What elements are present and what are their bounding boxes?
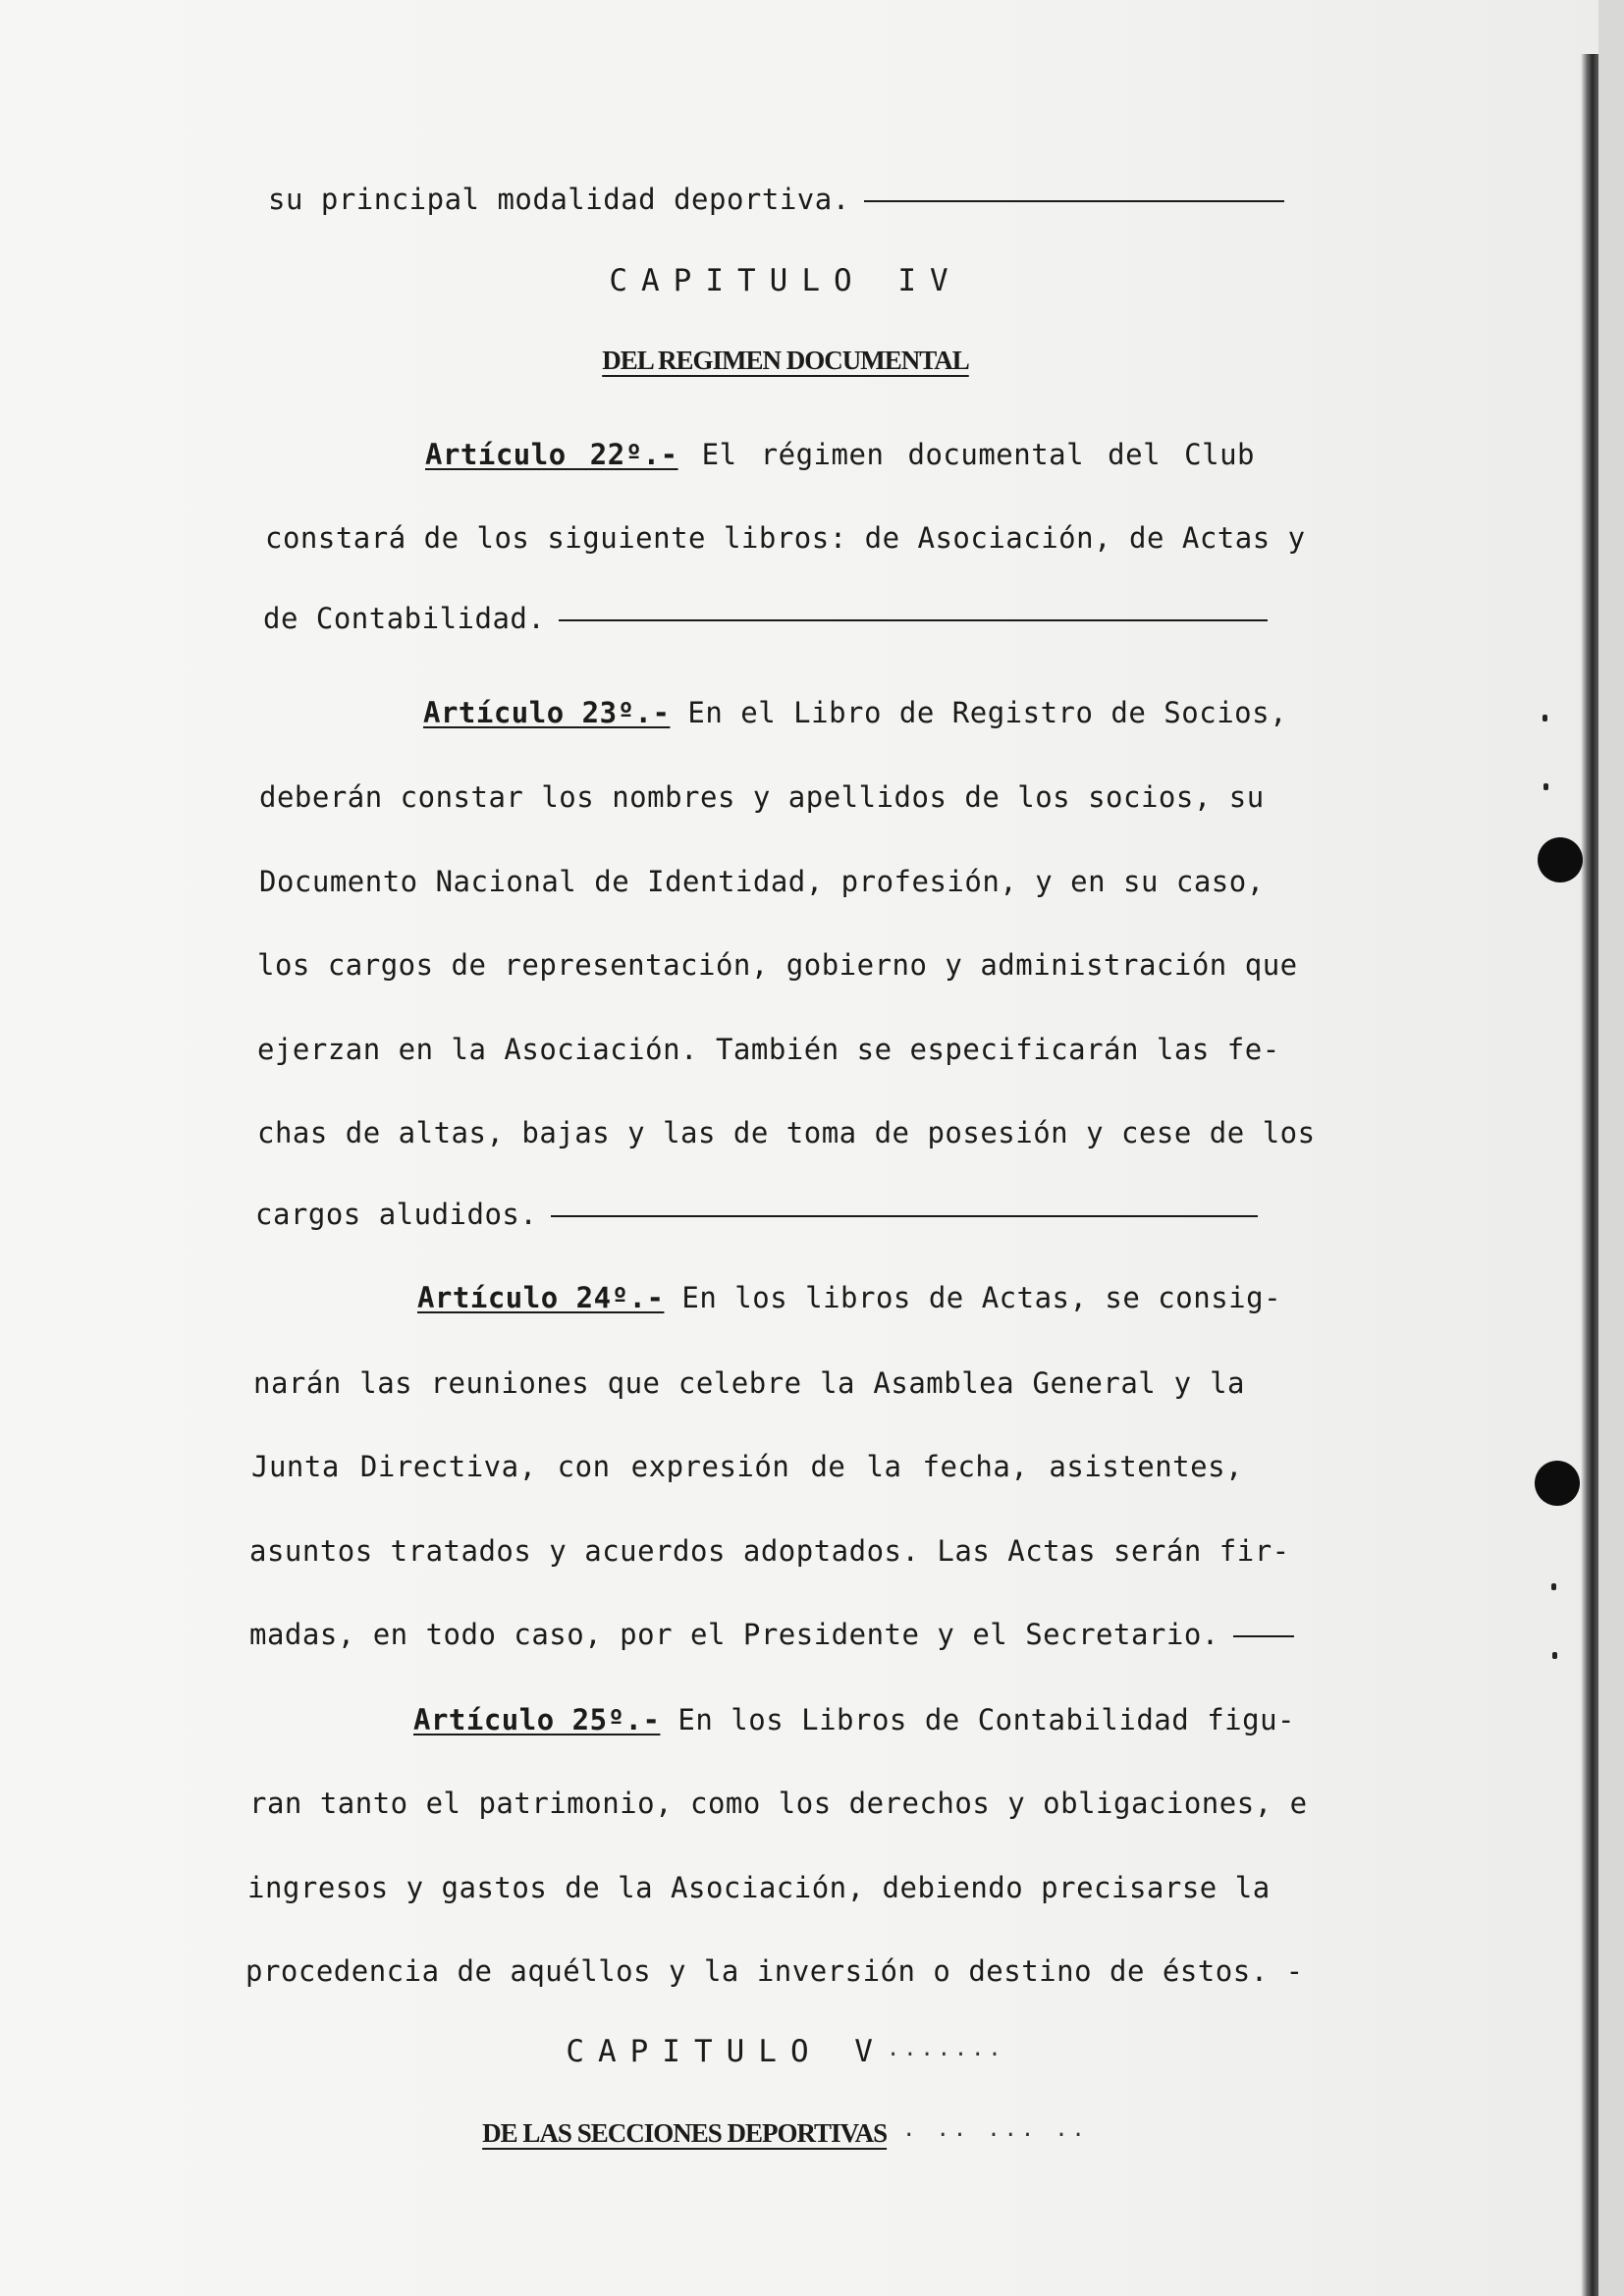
art23-line-2: deberán constar los nombres y apellidos de los socios, su: [259, 780, 1265, 814]
art23-label: Artículo 23º.-: [423, 696, 671, 729]
art25-label: Artículo 25º.-: [413, 1703, 661, 1736]
chapter-v-title: CAPITULO V: [566, 2034, 887, 2069]
art25-text-1: En los Libros de Contabilidad figu-: [677, 1703, 1295, 1736]
scan-speck: [1551, 1583, 1556, 1590]
art23-line-5: ejerzan en la Asociación. También se especificarán las fe-: [257, 1033, 1280, 1066]
art22-line-1: [425, 435, 1255, 474]
continuation-line: [268, 180, 1284, 219]
art22-line-2: constará de los siguiente libros: de Asociación, de Actas y: [265, 521, 1306, 555]
page-edge-shadow: [1581, 54, 1598, 2296]
fill-dash: [559, 619, 1268, 621]
art24-line-4: asuntos tratados y acuerdos adoptados. Las Actas serán fir-: [249, 1534, 1290, 1568]
art24-line-1: [417, 1278, 1282, 1317]
art23-line-4: los cargos de representación, gobierno y administración que: [257, 948, 1298, 982]
art23-text-1: En el Libro de Registro de Socios,: [687, 696, 1288, 729]
art25-line-3: ingresos y gastos de la Asociación, debiendo precisarse la: [247, 1871, 1271, 1904]
chapter-iv-heading-wrap: [245, 346, 1326, 376]
art23-line-1: [423, 693, 1288, 732]
chapter-iv-title: CAPITULO IV: [609, 263, 962, 298]
punch-hole-bottom: [1535, 1461, 1580, 1506]
art24-label: Artículo 24º.-: [417, 1281, 665, 1314]
art23-line-7: [255, 1195, 1258, 1234]
fill-dash: [1233, 1635, 1294, 1637]
chapter-v-heading-wrap: [245, 2118, 1326, 2149]
art22-text-1: El régimen documental del Club: [701, 438, 1255, 471]
art25-line-4: procedencia de aquéllos y la inversión o destino de éstos. -: [245, 1954, 1304, 1988]
chapter-v-heading: DE LAS SECCIONES DEPORTIVAS: [482, 2118, 888, 2148]
chapter-iv-heading: DEL REGIMEN DOCUMENTAL: [602, 346, 969, 375]
art23-text-7: cargos aludidos.: [255, 1198, 538, 1231]
art24-line-5: [249, 1615, 1294, 1654]
continuation-text: su principal modalidad deportiva.: [268, 183, 850, 216]
decorative-dots: · ·· ··· ··: [902, 2123, 1089, 2148]
art23-line-3: Documento Nacional de Identidad, profesión, y en su caso,: [259, 865, 1265, 898]
art24-text-1: En los libros de Actas, se consig-: [681, 1281, 1282, 1314]
art24-line-3: Junta Directiva, con expresión de la fecha, asistentes,: [251, 1450, 1243, 1483]
art25-line-1: [413, 1700, 1295, 1739]
scan-margin: [1598, 0, 1624, 2296]
scan-speck: [1543, 783, 1548, 790]
punch-hole-top: [1538, 837, 1583, 882]
fill-dash: [551, 1215, 1258, 1217]
art22-line-3: [263, 599, 1268, 638]
scan-speck: [1543, 715, 1547, 721]
art22-text-3: de Contabilidad.: [263, 602, 546, 635]
art24-text-5: madas, en todo caso, por el Presidente y el Secretario.: [249, 1618, 1219, 1651]
art25-line-2: ran tanto el patrimonio, como los derechos y obligaciones, e: [249, 1787, 1308, 1820]
fill-dash: [864, 200, 1284, 202]
scan-speck: [1552, 1652, 1557, 1659]
decorative-dots: ·······: [886, 2043, 1005, 2067]
chapter-v-title-wrap: [245, 2034, 1326, 2069]
art24-line-2: narán las reuniones que celebre la Asamblea General y la: [253, 1366, 1245, 1400]
art22-label: Artículo 22º.-: [425, 438, 678, 471]
art23-line-6: chas de altas, bajas y las de toma de posesión y cese de los: [257, 1116, 1316, 1149]
